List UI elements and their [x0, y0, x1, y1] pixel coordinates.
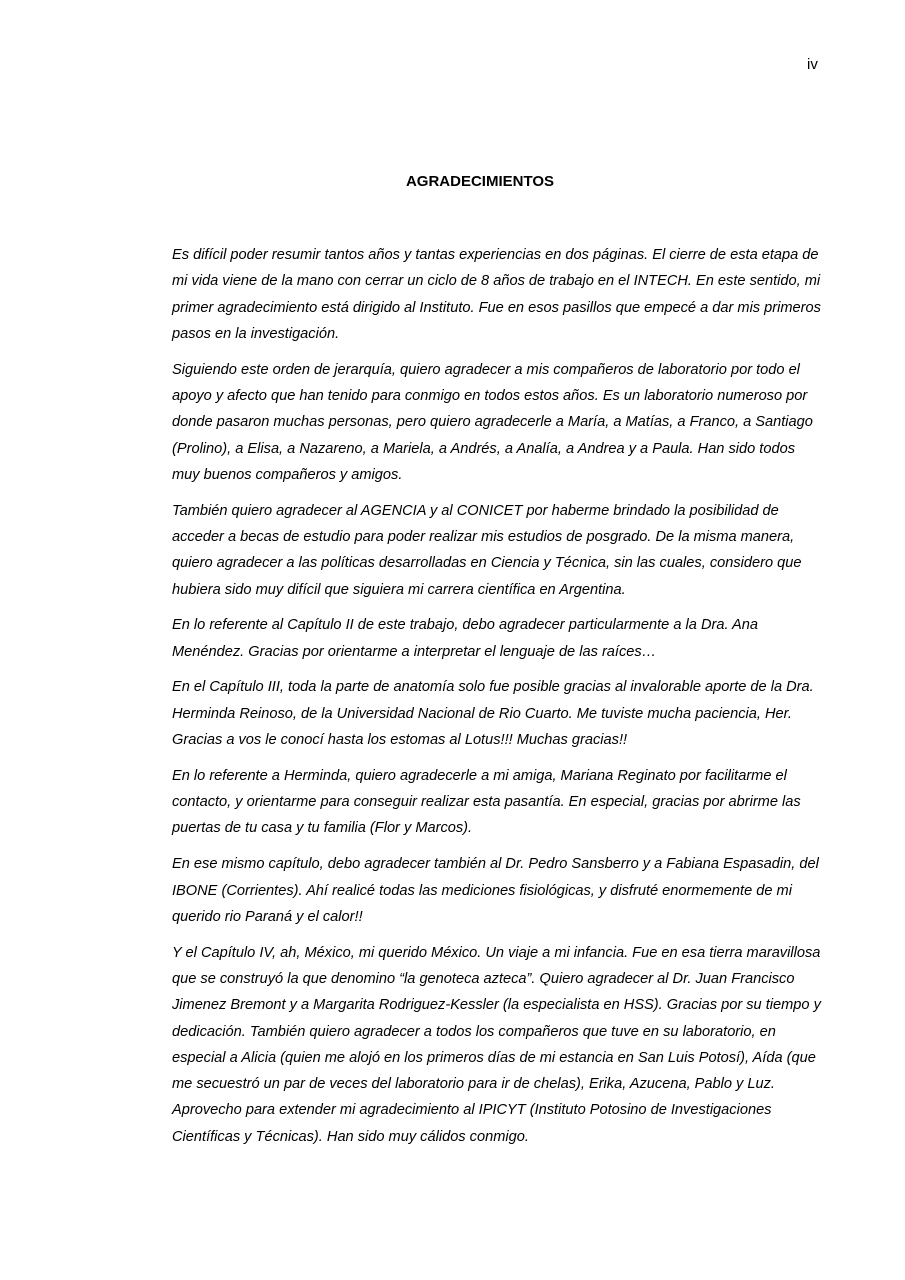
paragraph-chapter-3: En el Capítulo III, toda la parte de anatomía solo fue posible gracias al invalorable aporte de la Dra. Herminda Reinoso, de la Universidad Nacional de Rio Cuarto. Me tuviste mucha paciencia, Her. Gracias a vos le conocí hasta los estomas al Lotus!!! Muchas gracias!! — [172, 679, 814, 749]
paragraph-chapter-4: Y el Capítulo IV, ah, México, mi querido México. Un viaje a mi infancia. Fue en esa tierra maravillosa que se construyó la que denomino “la genoteca azteca”. Quiero agradecer al Dr. Juan Francisco Jimenez Bremont y a Margarita Rodriguez-Kessler (la especialista en HSS). Gracias por su tiempo y dedicación. También quiero agradecer a todos los compañeros que tuve en su laboratorio, en especial a Alicia (quien me alojó en los primeros días de mi estancia en San Luis Potosí), Aída (que me secuestró un par de veces del laboratorio para ir de chelas), Erika, Azucena, Pablo y Luz. Aprovecho para extender mi agradecimiento al IPICYT (Instituto Potosino de Investigaciones Científicas y Técnicas). Han sido muy cálidos conmigo. — [172, 944, 821, 1145]
section-title: AGRADECIMIENTOS — [405, 173, 555, 190]
paragraph-lab-colleagues: Siguiendo este orden de jerarquía, quiero agradecer a mis compañeros de laboratorio por todo el apoyo y afecto que han tenido para conmigo en todos estos años. Es un laboratorio numeroso por donde pasaron muchas personas, pero quiero agradecerle a María, a Matías, a Franco, a Santiago (Prolino), a Elisa, a Nazareno, a Mariela, a Andrés, a Analía, a Andrea y a Paula. Han sido todos muy buenos compañeros y amigos. — [172, 361, 813, 483]
paragraph-herminda: En lo referente a Herminda, quiero agradecerle a mi amiga, Mariana Reginato por facilitarme el contacto, y orientarme para conseguir realizar esta pasantía. En especial, gracias por abrirme las puertas de tu casa y tu familia (Flor y Marcos). — [172, 767, 801, 837]
paragraph-intro: Es difícil poder resumir tantos años y tantas experiencias en dos páginas. El cierre de esta etapa de mi vida viene de la mano con cerrar un ciclo de 8 años de trabajo en el INTECH. En este sentido, mi primer agradecimiento está dirigido al Instituto. Fue en esos pasillos que empecé a dar mis primeros pasos en la investigación. — [172, 247, 821, 342]
acknowledgements-body — [172, 242, 822, 1160]
paragraph-funding: También quiero agradecer al AGENCIA y al CONICET por haberme brindado la posibilidad de acceder a becas de estudio para poder realizar mis estudios de posgrado. De la misma manera, quiero agradecer a las políticas desarrolladas en Ciencia y Técnica, sin las cuales, considero que hubiera sido muy difícil que siguiera mi carrera científica en Argentina. — [172, 502, 802, 598]
page-number: iv — [807, 56, 818, 73]
paragraph-ibone: En ese mismo capítulo, debo agradecer también al Dr. Pedro Sansberro y a Fabiana Espasadin, del IBONE (Corrientes). Ahí realicé todas las mediciones fisiológicas, y disfruté enormemente de mi querido rio Paraná y el calor!! — [172, 856, 819, 925]
paragraph-chapter-2: En lo referente al Capítulo II de este trabajo, debo agradecer particularmente a la Dra. Ana Menéndez. Gracias por orientarme a interpretar el lenguaje de las raíces… — [172, 617, 758, 660]
